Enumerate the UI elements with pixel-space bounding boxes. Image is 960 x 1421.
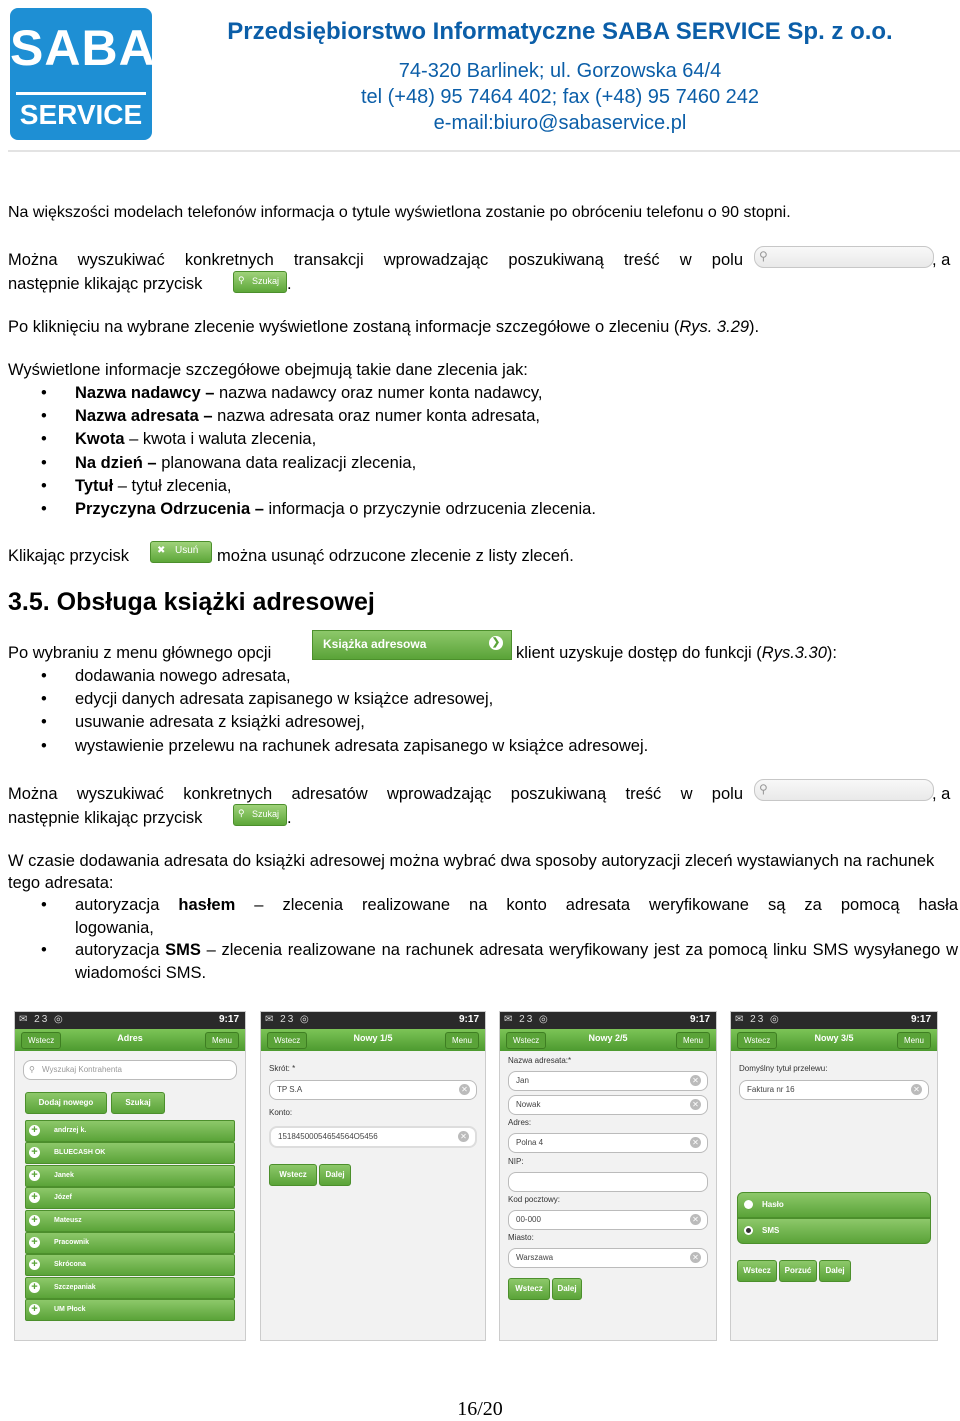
last-name-input[interactable] [508,1095,708,1115]
contact-name: BLUECASH OK [54,1149,106,1157]
szukaj-button-label: Szukaj [252,809,280,819]
status-bar [500,1012,716,1029]
bullet: • [41,896,47,914]
plus-icon: + [29,1237,40,1248]
logo-text-bottom: SERVICE [16,92,146,135]
bullet: • [41,713,47,732]
phone-screen-address-book [14,1011,246,1341]
figure-reference: Rys. 3.29 [679,318,750,336]
paragraph-text: klient uzyskuje dostęp do funkcji ( [516,644,762,662]
back-button[interactable]: Wstecz [21,1032,61,1049]
contact-list-item[interactable] [25,1232,235,1254]
detail-desc: – kwota i waluta zlecenia, [124,430,317,449]
contact-name: UM Płock [54,1306,86,1314]
plus-icon: + [29,1215,40,1226]
auth-prefix: autoryzacja [75,941,166,959]
plus-icon: + [29,1304,40,1315]
contact-list-item[interactable] [25,1277,235,1299]
company-address: 74-320 Barlinek; ul. Gorzowska 64/4 [398,60,722,82]
close-icon: ✖ [157,545,166,556]
detail-term: Na dzień – [75,453,157,472]
function-text: usuwanie adresata z książki adresowej, [75,713,365,732]
back-label: Wstecz [279,1170,307,1179]
status-icons: ✉ 23 ◎ [735,1014,781,1025]
contact-list-item[interactable] [25,1142,235,1164]
status-icons: ✉ 23 ◎ [504,1014,550,1025]
search-field-sample [754,779,934,801]
contact-name: Józef [54,1194,72,1202]
last-name-value: Nowak [516,1100,541,1109]
bullet: • [41,476,47,495]
clear-icon[interactable]: ✕ [690,1099,701,1110]
discard-button[interactable] [779,1260,817,1282]
contact-name: Pracownik [54,1239,90,1246]
paragraph-text: ): [826,644,838,662]
default-title-label: Domyślny tytuł przelewu: [739,1064,828,1073]
next-button[interactable] [552,1278,582,1300]
radio-indicator [744,1200,753,1209]
menu-button[interactable]: Menu [897,1032,931,1049]
search-icon: ⚲ [759,782,768,796]
app-bar [15,1029,245,1051]
auth-term: hasłem [178,896,236,914]
paragraph-search-continuation: , a [932,785,951,803]
search-field-sample [754,246,934,268]
status-bar [731,1012,937,1029]
add-contact-button[interactable] [25,1092,107,1114]
company-email: e-mail:biuro@sabaservice.pl [433,112,687,134]
bullet: • [41,430,47,449]
contact-list-item[interactable] [25,1120,235,1142]
detail-term: Nazwa nadawcy – [75,384,215,402]
city-input[interactable] [508,1248,708,1268]
clock: 9:17 [910,1014,931,1025]
usun-button-label: Usuń [175,545,199,556]
period: . [287,275,292,293]
radio-sms[interactable] [737,1218,931,1244]
search-icon: ⚲ [29,1065,35,1074]
page-number: 16/20 [457,1398,503,1420]
contact-search-input[interactable] [23,1060,237,1080]
clear-icon[interactable]: ✕ [690,1252,701,1263]
usun-button-sample [150,541,212,563]
szukaj-button-sample [233,271,287,293]
plus-icon: + [29,1147,40,1158]
next-button[interactable] [819,1260,851,1282]
status-bar [261,1012,485,1029]
radio-password[interactable] [737,1192,931,1218]
phone-screen-new-3 [730,1011,938,1341]
clear-icon[interactable]: ✕ [690,1214,701,1225]
bullet: • [41,736,47,755]
search-placeholder: Wyszukaj Kontrahenta [42,1065,122,1074]
address-value: Polna 4 [516,1138,544,1147]
search-label: Szukaj [125,1098,151,1107]
detail-desc: – tytuł zlecenia, [113,476,232,495]
paragraph-text: ). [749,318,760,336]
status-bar [15,1012,245,1029]
screen-title: Nowy 1/5 [353,1033,393,1043]
paragraph-search-contacts: Można wyszukiwać konkretnych adresatów wprowadzając poszukiwaną treść w polu [8,785,743,803]
bullet: • [41,941,47,959]
search-button[interactable] [111,1092,165,1114]
paragraph-text: Po kliknięciu na wybrane zlecenie wyświetlone zostaną informacje szczegółowe o zleceniu ( [8,318,680,336]
paragraph-search-line2: następnie klikając przycisk [8,809,203,827]
app-bar [731,1029,937,1051]
contact-list-item[interactable] [25,1210,235,1232]
default-title-input[interactable] [739,1080,929,1100]
plus-icon: + [29,1192,40,1203]
auth-desc: – zlecenia realizowane na konto adresata weryfikowane są za pomocą hasła logowania, [75,896,958,937]
short-value: TP S.A [277,1085,303,1094]
paragraph-menu-start: Po wybraniu z menu głównego opcji [8,644,272,662]
clear-icon[interactable]: ✕ [911,1084,922,1095]
account-label: Konto: [269,1108,293,1117]
detail-desc: planowana data realizacji zlecenia, [156,453,417,472]
detail-text [75,428,958,451]
period: . [287,809,292,827]
bullet: • [41,384,47,402]
detail-desc: informacja o przyczynie odrzucenia zlecenia. [263,500,596,518]
next-button[interactable] [319,1164,351,1186]
city-label: Miasto: [508,1233,534,1242]
phone-screen-new-2 [499,1011,717,1341]
szukaj-button-label: Szukaj [252,276,280,286]
clock: 9:17 [458,1014,479,1025]
add-label: Dodaj nowego [38,1098,94,1107]
auth-desc: – zlecenia realizowane na rachunek adresata weryfikowany jest za pomocą linku SMS wysyłanego w wiadomości SMS. [75,941,958,982]
default-title-value: Faktura nr 16 [747,1085,795,1094]
paragraph-order-details [8,316,958,338]
app-bar [261,1029,485,1051]
ksiazka-button-label: Książka adresowa [323,637,427,651]
name-label: Nazwa adresata:* [508,1056,572,1065]
screen-title: Nowy 3/5 [814,1033,854,1043]
plus-icon: + [29,1170,40,1181]
contact-list-item[interactable] [25,1299,235,1321]
status-icons: ✉ 23 ◎ [19,1014,65,1025]
contact-name: andrzej k. [54,1127,87,1134]
address-label: Adres: [508,1118,532,1127]
paragraph-search-line2: następnie klikając przycisk [8,275,203,293]
bullet: • [41,667,47,685]
back-button[interactable]: Wstecz [737,1032,777,1049]
detail-text [75,498,958,521]
detail-desc: nazwa nadawcy oraz numer konta nadawcy, [214,384,543,402]
detail-term: Przyczyna Odrzucenia – [75,500,264,518]
radio-indicator [744,1226,753,1235]
auth-term: SMS [165,941,201,959]
first-name-value: Jan [516,1076,529,1085]
address-input[interactable] [508,1133,708,1153]
figure-reference: Rys.3.30 [761,644,827,662]
logo-text-top: SABA [10,20,156,76]
contact-list-item[interactable] [25,1187,235,1209]
screen-title: Nowy 2/5 [588,1033,628,1043]
detail-text [75,475,958,498]
screen-title: Adres [117,1033,143,1043]
first-name-input[interactable] [508,1071,708,1091]
phone-screen-new-1 [260,1011,486,1341]
clear-icon[interactable]: ✕ [458,1131,469,1142]
back-button[interactable] [508,1278,550,1300]
auth-prefix: autoryzacja [75,896,179,914]
contact-name: Mateusz [54,1216,82,1224]
next-label: Dalej [557,1284,577,1293]
company-name: Przedsiębiorstwo Informatyczne SABA SERVICE Sp. z o.o. [227,18,893,45]
back-button[interactable] [737,1260,777,1282]
back-button[interactable]: Wstecz [506,1032,546,1049]
back-button[interactable]: Wstecz [267,1032,307,1049]
contact-name: Janek [54,1171,74,1179]
city-value: Warszawa [516,1253,554,1262]
zip-input[interactable] [508,1210,708,1230]
detail-text [75,405,958,428]
back-button[interactable] [269,1164,317,1186]
account-input[interactable] [269,1126,477,1148]
paragraph-authorization: W czasie dodawania adresata do książki adresowej można wybrać dwa sposoby autoryzacji zleceń wystawianych na rachunek tego adresata: [8,852,935,892]
contact-list-item[interactable] [25,1165,235,1187]
contact-name: Skrócona [54,1261,86,1269]
search-icon: ⚲ [759,249,768,263]
plus-icon: + [29,1259,40,1270]
company-logo [10,8,156,140]
nip-input[interactable] [508,1172,708,1192]
next-label: Dalej [825,1266,845,1275]
clock: 9:17 [218,1014,239,1025]
auth-text [75,939,958,985]
radio-label: SMS [762,1226,780,1235]
back-label: Wstecz [743,1266,771,1275]
contact-list-item[interactable] [25,1254,235,1276]
paragraph-details-intro: Wyświetlone informacje szczegółowe obejmują takie dane zlecenia jak: [8,361,528,379]
detail-text [75,452,958,475]
paragraph-delete-end: można usunąć odrzucone zlecenie z listy zleceń. [217,547,574,565]
back-label: Wstecz [515,1284,543,1293]
short-input[interactable] [269,1080,477,1100]
detail-desc: nazwa adresata oraz numer konta adresata, [212,407,541,426]
paragraph-search-transactions: Można wyszukiwać konkretnych transakcji wprowadzając poszukiwaną treść w polu [8,251,743,269]
bullet: • [41,407,47,426]
bullet: • [41,453,47,472]
radio-label: Hasło [762,1200,784,1209]
detail-term: Tytuł [75,476,114,495]
zip-label: Kod pocztowy: [508,1195,561,1204]
clear-icon[interactable]: ✕ [459,1084,470,1095]
szukaj-button-sample [233,804,287,826]
detail-term: Nazwa adresata – [75,407,213,426]
paragraph-delete-start: Klikając przycisk [8,547,130,565]
status-icons: ✉ 23 ◎ [265,1014,311,1025]
short-label: Skrót: * [269,1064,296,1073]
bullet: • [41,500,47,518]
auth-text [75,894,958,940]
menu-button[interactable]: Menu [445,1032,479,1049]
paragraph-menu-end [516,642,956,664]
function-text: wystawienie przelewu na rachunek adresata zapisanego w książce adresowej. [75,736,649,755]
clear-icon[interactable]: ✕ [690,1137,701,1148]
search-icon: ⚲ [238,808,245,818]
ksiazka-adresowa-button-sample [312,630,512,660]
bullet: • [41,690,47,709]
app-bar [500,1029,716,1051]
chevron-right-icon: ❯ [489,636,503,650]
header-divider [8,150,960,152]
paragraph-search-continuation: , a [932,251,951,269]
plus-icon: + [29,1282,40,1293]
function-text: edycji danych adresata zapisanego w książce adresowej, [75,690,494,709]
clear-icon[interactable]: ✕ [690,1075,701,1086]
discard-label: Porzuć [784,1266,812,1275]
section-heading: 3.5. Obsługa książki adresowej [8,588,375,616]
menu-button[interactable]: Menu [205,1032,239,1049]
next-label: Dalej [325,1170,345,1179]
detail-text [75,382,958,405]
detail-term: Kwota [75,430,125,449]
menu-button[interactable]: Menu [676,1032,710,1049]
zip-value: 00-000 [516,1215,541,1224]
plus-icon: + [29,1125,40,1136]
account-value: 15184500054654564O5456 [278,1132,378,1141]
clock: 9:17 [689,1014,710,1025]
function-text: dodawania nowego adresata, [75,667,291,685]
search-icon: ⚲ [238,275,245,285]
contact-name: Szczepaniak [54,1283,96,1291]
company-phone: tel (+48) 95 7464 402; fax (+48) 95 7460 242 [360,86,760,108]
nip-label: NIP: [508,1157,524,1166]
paragraph-orientation: Na większości modelach telefonów informacja o tytule wyświetlona zostanie po obróceniu telefonu o 90 stopni. [8,204,791,221]
